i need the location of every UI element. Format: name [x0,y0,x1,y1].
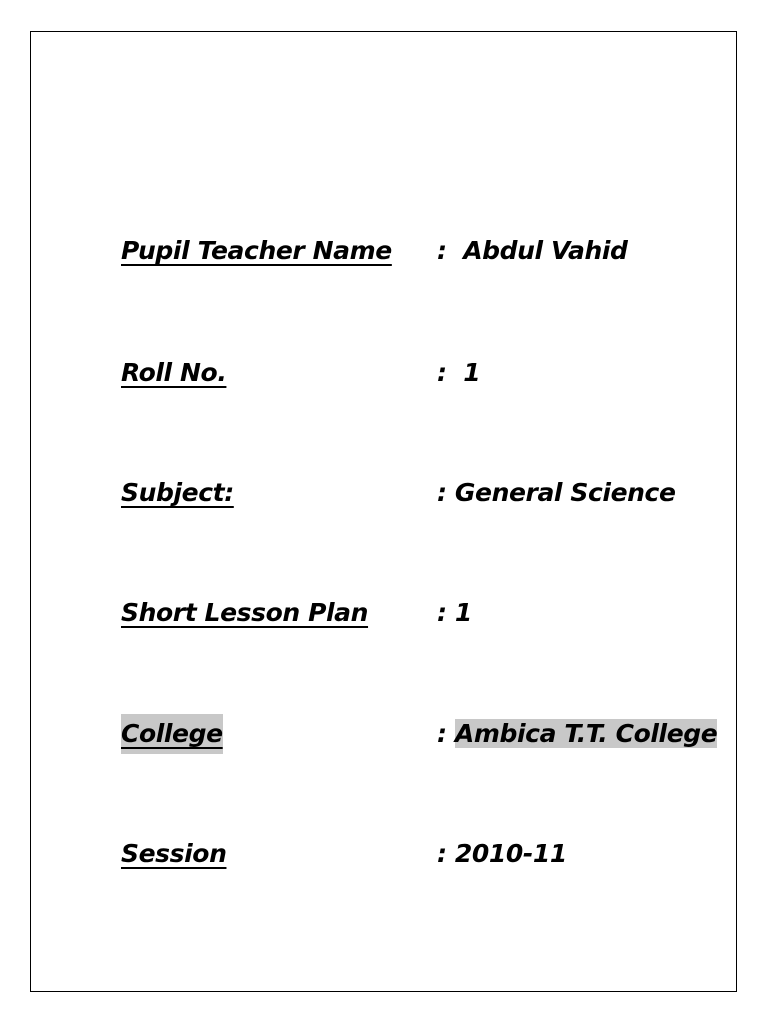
field-pupil-teacher-name [121,231,741,271]
field-label: Roll No. [121,358,227,387]
field-college [121,714,741,754]
field-short-lesson-plan [121,593,741,633]
field-roll-no [121,353,741,393]
field-label: Subject: [121,478,234,507]
field-value: : 1 [437,358,481,387]
field-value: Ambica T.T. College [454,719,718,748]
field-value: : 1 [437,598,472,627]
field-value-prefix: : [437,719,455,748]
field-label: Session [121,839,227,868]
field-label: Pupil Teacher Name [121,236,392,265]
field-value: : Abdul Vahid [437,236,628,265]
field-label: College [121,714,223,754]
field-value: : General Science [437,478,676,507]
field-value: : 2010-11 [437,839,567,868]
field-subject [121,473,741,513]
cover-page [30,31,737,992]
field-label: Short Lesson Plan [121,598,369,627]
field-value-wrapper [437,714,717,754]
field-session [121,834,741,874]
